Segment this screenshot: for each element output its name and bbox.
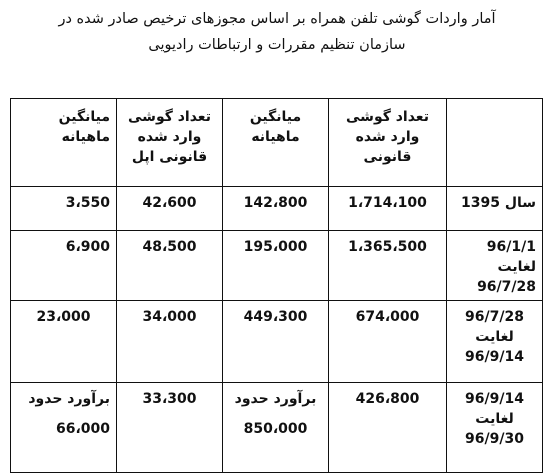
cell-text: 96/7/28	[477, 279, 536, 295]
title-line-2: سازمان تنظیم مقررات و ارتباطات رادیویی	[148, 37, 406, 53]
cell-text: 195،000	[243, 239, 308, 255]
cell-text: 142،800	[243, 195, 308, 211]
document-title	[10, 6, 544, 58]
header-text: وارد شده	[137, 129, 202, 145]
cell-text: 34،000	[142, 309, 197, 325]
cell-count-apple	[117, 383, 223, 473]
table-row	[11, 231, 543, 301]
cell-monthly-avg	[223, 301, 329, 383]
cell-period	[447, 187, 543, 231]
table-row	[11, 187, 543, 231]
cell-text: لغایت	[475, 329, 514, 345]
cell-text: 1،714،100	[348, 195, 427, 211]
table-header-row	[11, 99, 543, 187]
cell-text: 674،000	[355, 309, 420, 325]
header-text: قانونی اپل	[131, 149, 208, 165]
header-text: قانونی	[363, 149, 412, 165]
cell-count-apple	[117, 187, 223, 231]
cell-text: 48،500	[142, 239, 197, 255]
cell-text: برآورد حدود	[234, 391, 317, 407]
header-monthly-avg: میانگین ماهیانه	[223, 99, 329, 187]
cell-text: سال 1395	[460, 195, 536, 211]
cell-monthly-avg	[223, 231, 329, 301]
cell-text: 42،600	[142, 195, 197, 211]
cell-period	[447, 383, 543, 473]
cell-text: 96/1/1 لغایت	[486, 239, 536, 275]
table-row	[11, 383, 543, 473]
cell-count-imported	[329, 187, 447, 231]
cell-count-apple	[117, 231, 223, 301]
cell-monthly-avg-apple	[11, 383, 117, 473]
cell-count-imported	[329, 301, 447, 383]
cell-text: 23،000	[36, 309, 91, 325]
cell-monthly-avg-apple	[11, 301, 117, 383]
cell-text: 6،900	[65, 239, 110, 255]
header-text: تعداد گوشی	[346, 109, 429, 125]
cell-count-imported	[329, 231, 447, 301]
cell-text: 3،550	[65, 195, 110, 211]
cell-monthly-avg	[223, 187, 329, 231]
header-count-imported	[329, 99, 447, 187]
header-text: تعداد گوشی	[128, 109, 211, 125]
header-monthly-avg-apple: میانگین ماهیانه	[11, 99, 117, 187]
cell-count-apple	[117, 301, 223, 383]
cell-period	[447, 231, 543, 301]
cell-text: لغایت	[475, 411, 514, 427]
import-stats-table	[10, 98, 543, 473]
table-row	[11, 301, 543, 383]
cell-text: 96/7/28	[465, 309, 524, 325]
header-text: وارد شده	[355, 129, 420, 145]
cell-monthly-avg-apple	[11, 231, 117, 301]
cell-text: برآورد حدود	[28, 391, 110, 407]
cell-text: 850،000	[243, 421, 308, 437]
cell-text: 96/9/30	[465, 431, 524, 447]
cell-text: 426،800	[355, 391, 420, 407]
cell-text: 33،300	[142, 391, 197, 407]
cell-text: 1،365،500	[348, 239, 427, 255]
cell-monthly-avg-apple	[11, 187, 117, 231]
cell-monthly-avg	[223, 383, 329, 473]
header-period	[447, 99, 543, 187]
cell-text: 66،000	[55, 421, 110, 437]
cell-text: 96/9/14	[465, 349, 524, 365]
header-count-apple	[117, 99, 223, 187]
cell-text: 449،300	[243, 309, 308, 325]
cell-count-imported	[329, 383, 447, 473]
title-line-1: آمار واردات گوشی تلفن همراه بر اساس مجوزهای ترخیص صادر شده در	[58, 11, 496, 27]
cell-period	[447, 301, 543, 383]
cell-text: 96/9/14	[465, 391, 524, 407]
